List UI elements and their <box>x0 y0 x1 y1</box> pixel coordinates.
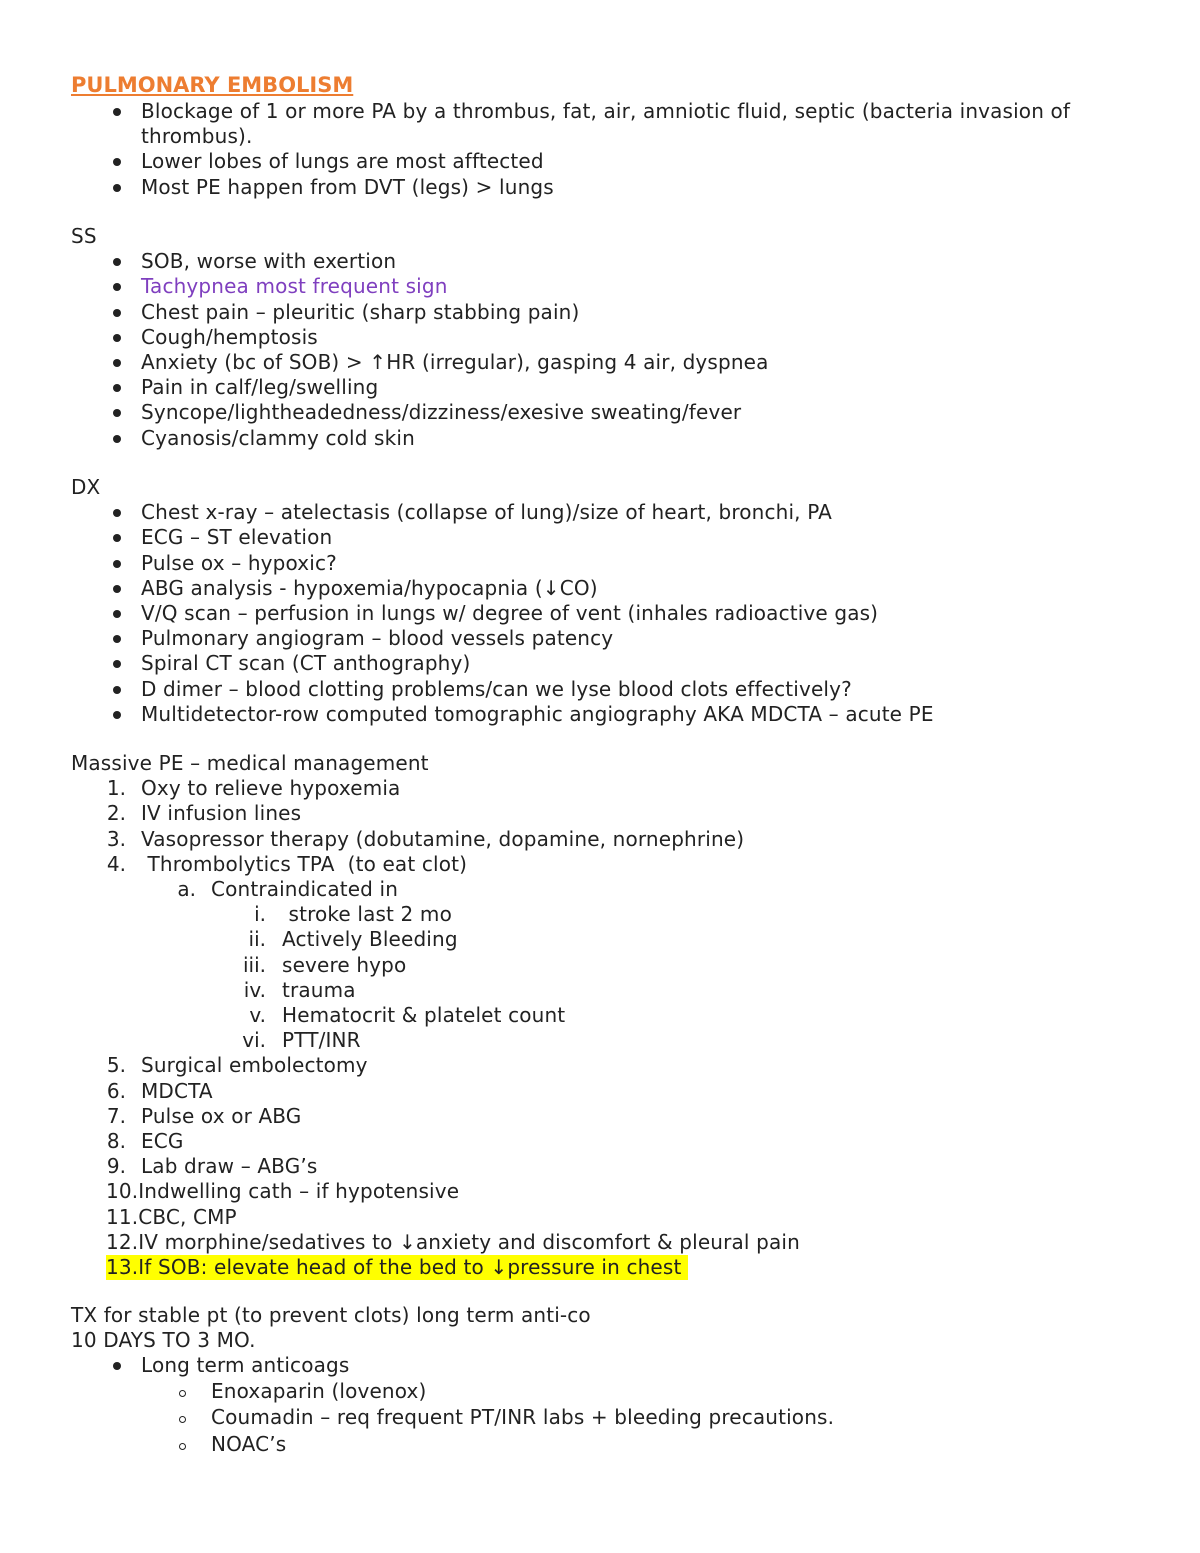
bullet-dot <box>113 686 121 694</box>
contraindication-item-number: ii. <box>248 927 266 952</box>
hollow-bullet <box>179 1443 186 1450</box>
massive-item: Surgical embolectomy <box>141 1053 368 1078</box>
contraindication-item: severe hypo <box>282 952 407 977</box>
hollow-bullet <box>179 1390 186 1397</box>
hollow-bullet <box>179 1416 186 1423</box>
massive-item: Pulse ox or ABG <box>141 1103 302 1128</box>
massive-item: 12.IV morphine/sedatives to ↓anxiety and discomfort & pleural pain <box>106 1229 800 1254</box>
tx-duration: 10 DAYS TO 3 MO. <box>71 1328 256 1353</box>
massive-item-number: 2. <box>106 801 126 826</box>
contraindication-item: trauma <box>282 977 356 1002</box>
section-heading-ss: SS <box>71 224 97 248</box>
document-title: PULMONARY EMBOLISM <box>71 73 354 97</box>
ss-item: Cough/hemptosis <box>141 324 318 349</box>
contraindication-item: stroke last 2 mo <box>282 902 452 927</box>
bullet-dot <box>113 560 121 568</box>
ss-item: Tachypnea most frequent sign <box>141 274 448 299</box>
dx-item: Multidetector-row computed tomographic angiography AKA MDCTA – acute PE <box>141 701 934 726</box>
intro-bullet-text: Blockage of 1 or more PA by a thrombus, fat, air, amniotic fluid, septic (bacteria invasion of <box>141 99 1071 123</box>
contraindication-item-number: vi. <box>242 1028 266 1053</box>
ss-item: Cyanosis/clammy cold skin <box>141 425 415 450</box>
contraindication-item-number: v. <box>249 1003 266 1027</box>
massive-item-number: 9. <box>106 1154 126 1179</box>
bullet-dot <box>113 1362 121 1370</box>
massive-item-number: 8. <box>106 1129 126 1153</box>
dx-item: Pulmonary angiogram – blood vessels patency <box>141 626 614 651</box>
bullet-dot <box>113 158 121 166</box>
bullet-dot <box>113 610 121 618</box>
bullet-dot <box>113 635 121 643</box>
dx-item: D dimer – blood clotting problems/can we lyse blood clots effectively? <box>141 676 852 701</box>
bullet-dot <box>113 334 121 342</box>
massive-item: 10.Indwelling cath – if hypotensive <box>106 1179 460 1204</box>
massive-item-number: 3. <box>106 826 126 851</box>
bullet-dot <box>113 309 121 317</box>
contraindication-item-number: iii. <box>242 952 266 977</box>
bullet-dot <box>113 283 121 291</box>
massive-item-number: 5. <box>106 1053 126 1078</box>
dx-item: ECG – ST elevation <box>141 525 333 550</box>
bullet-dot <box>113 711 121 719</box>
dx-item: Spiral CT scan (CT anthography) <box>141 651 471 676</box>
intro-bullet-text: Most PE happen from DVT (legs) > lungs <box>141 174 554 199</box>
section-heading-dx: DX <box>71 475 101 499</box>
bullet-dot <box>113 409 121 417</box>
ss-item: Anxiety (bc of SOB) > ↑HR (irregular), gasping 4 air, dyspnea <box>141 350 769 374</box>
bullet-dot <box>113 108 121 116</box>
bullet-dot <box>113 509 121 517</box>
anticoag-item: Coumadin – req frequent PT/INR labs + bleeding precautions. <box>211 1405 835 1430</box>
massive-item-number: 4. <box>106 851 126 876</box>
bullet-dot <box>113 534 121 542</box>
bullet-dot <box>113 384 121 392</box>
massive-item-number: 1. <box>106 776 126 801</box>
anticoag-item: NOAC’s <box>211 1431 287 1456</box>
massive-item: Thrombolytics TPA (to eat clot) <box>141 851 468 876</box>
anticoag-item: Enoxaparin (lovenox) <box>211 1378 427 1403</box>
ss-item: SOB, worse with exertion <box>141 249 397 274</box>
contraindication-item-number: i. <box>254 902 266 927</box>
dx-item: ABG analysis - hypoxemia/hypocapnia (↓CO) <box>141 575 598 600</box>
massive-item: MDCTA <box>141 1078 213 1103</box>
dx-item: Chest x-ray – atelectasis (collapse of lung)/size of heart, bronchi, PA <box>141 500 832 525</box>
ss-item: Chest pain – pleuritic (sharp stabbing pain) <box>141 299 580 324</box>
section-heading-massive-pe: Massive PE – medical management <box>71 751 429 775</box>
contraindication-item-number: iv. <box>243 977 266 1002</box>
tx-item: Long term anticoags <box>141 1353 350 1378</box>
massive-item: ECG <box>141 1129 184 1153</box>
contraindicated-heading: Contraindicated in <box>211 877 399 901</box>
contraindication-item: Actively Bleeding <box>282 927 458 952</box>
intro-bullet-text: Lower lobes of lungs are most afftected <box>141 149 544 174</box>
bullet-dot <box>113 184 121 192</box>
massive-item: 11.CBC, CMP <box>106 1204 237 1229</box>
dx-item: V/Q scan – perfusion in lungs w/ degree of vent (inhales radioactive gas) <box>141 601 879 625</box>
contraindicated-heading-number: a. <box>177 877 196 901</box>
ss-item: Pain in calf/leg/swelling <box>141 375 379 400</box>
bullet-dot <box>113 660 121 668</box>
intro-bullet-continuation: thrombus). <box>141 124 253 149</box>
bullet-dot <box>113 585 121 593</box>
bullet-dot <box>113 359 121 367</box>
massive-item: IV infusion lines <box>141 801 302 826</box>
highlighted-item: 13.If SOB: elevate head of the bed to ↓pressure in chest <box>106 1255 688 1279</box>
massive-item-number: 7. <box>106 1103 126 1128</box>
bullet-dot <box>113 435 121 443</box>
contraindication-item: Hematocrit & platelet count <box>282 1003 566 1027</box>
bullet-dot <box>113 258 121 266</box>
dx-item: Pulse ox – hypoxic? <box>141 550 337 575</box>
tx-line: TX for stable pt (to prevent clots) long term anti-co <box>71 1303 591 1327</box>
contraindication-item: PTT/INR <box>282 1028 361 1053</box>
massive-item: Oxy to relieve hypoxemia <box>141 776 401 801</box>
massive-item-number: 6. <box>106 1078 126 1103</box>
ss-item: Syncope/lightheadedness/dizziness/exesive sweating/fever <box>141 400 742 425</box>
massive-item: Lab draw – ABG’s <box>141 1154 318 1179</box>
massive-item: Vasopressor therapy (dobutamine, dopamine, nornephrine) <box>141 826 745 851</box>
